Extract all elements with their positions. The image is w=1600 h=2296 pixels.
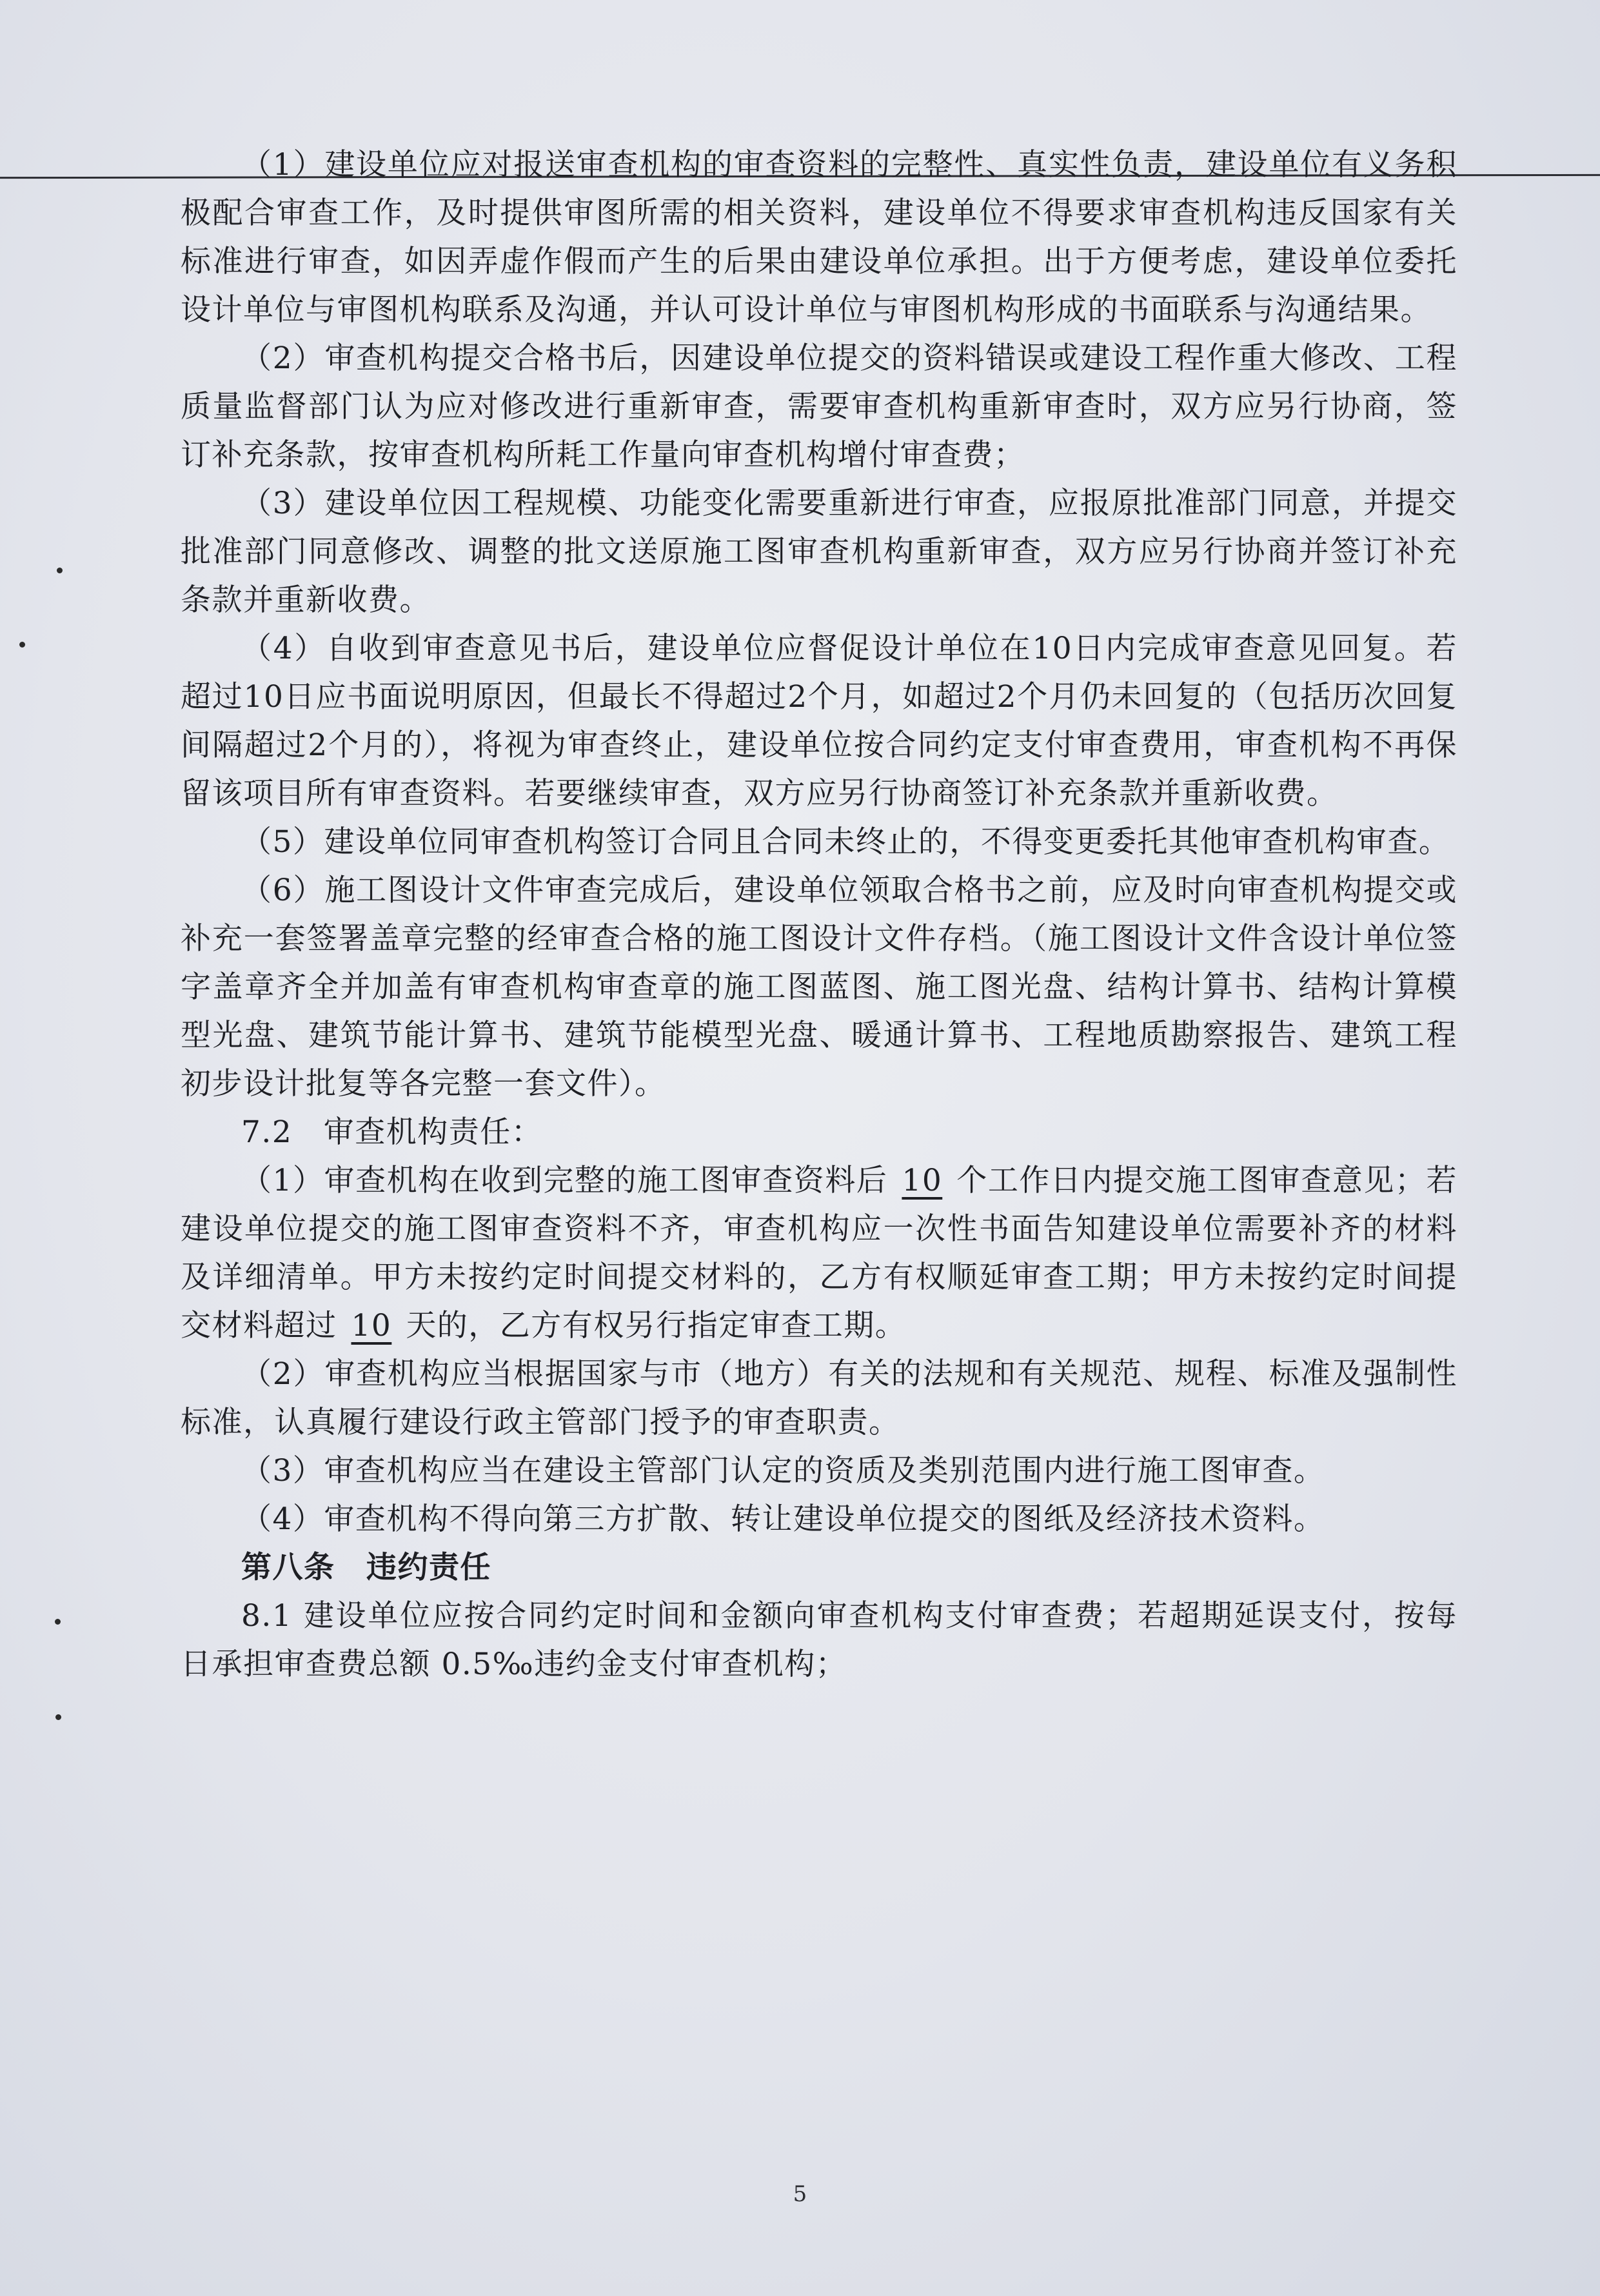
p72-1-part-c: 天的，乙方有权另行指定审查工期。 <box>406 1308 907 1343</box>
binding-hole-mark <box>57 568 63 573</box>
paragraph-7-2-3: （3）审查机构应当在建设主管部门认定的资质及类别范围内进行施工图审查。 <box>241 1453 1325 1489</box>
binding-hole-mark <box>55 1714 61 1720</box>
contract-body <box>181 141 1457 1688</box>
paragraph-7-1-5: （5）建设单位同审查机构签订合同且合同未终止的，不得变更委托其他审查机构审查。 <box>241 824 1450 860</box>
seal-stamp-top <box>1574 845 1600 1129</box>
article-8-heading: 第八条 违约责任 <box>241 1550 491 1585</box>
page-number: 5 <box>793 2181 807 2207</box>
binding-hole-mark <box>19 642 25 648</box>
paragraph-7-1-2: （2）审查机构提交合格书后，因建设单位提交的资料错误或建设工程作重大修改、工程质量监督部门认为应对修改进行重新审查，需要审查机构重新审查时，双方应另行协商，签订补充条款，按审查机构所耗工作量向审查机构增付审查费； <box>181 341 1457 473</box>
paragraph-7-1-1: （1）建设单位应对报送审查机构的审查资料的完整性、真实性负责，建设单位有义务积极配合审查工作，及时提供审图所需的相关资料，建设单位不得要求审查机构违反国家有关标准进行审查，如因弄虚作假而产生的后果由建设单位承担。出于方便考虑，建设单位委托设计单位与审图机构联系及沟通，并认可设计单位与审图机构形成的书面联系与沟通结果。 <box>181 147 1457 328</box>
paragraph-7-1-3: （3）建设单位因工程规模、功能变化需要重新进行审查，应报原批准部门同意，并提交批准部门同意修改、调整的批文送原施工图审查机构重新审查，双方应另行协商并签订补充条款并重新收费。 <box>181 486 1457 618</box>
paragraph-7-2-4: （4）审查机构不得向第三方扩散、转让建设单位提交的图纸及经济技术资料。 <box>241 1501 1325 1537</box>
p72-1-part-b: 个工作日内提交施工图审查意见；若建设单位提交的施工图审查资料不齐，审查机构应一次性书面告知建设单位需要补齐的材料及详细清单。甲方未按约定时间提交材料的，乙方有权顺延审查工期；甲方未按约定时间提交材料超过 <box>181 1163 1458 1343</box>
review-days-value: 10 <box>902 1163 943 1198</box>
paragraph-7-1-6: （6）施工图设计文件审查完成后，建设单位领取合格书之前，应及时向审查机构提交或补充一套签署盖章完整的经审查合格的施工图设计文件存档。（施工图设计文件含设计单位签字盖章齐全并加盖有审查机构审查章的施工图蓝图、施工图光盘、结构计算书、结构计算模型光盘、建筑节能计算书、建筑节能模型光盘、暖通计算书、工程地质勘察报告、建筑工程初步设计批复等各完整一套文件）。 <box>181 873 1457 1102</box>
binding-hole-mark <box>55 1619 61 1625</box>
late-days-value: 10 <box>351 1308 392 1343</box>
p72-1-part-a: （1）审查机构在收到完整的施工图审查资料后 <box>241 1163 888 1198</box>
paragraph-8-1: 8.1 建设单位应按合同约定时间和金额向审查机构支付审查费；若超期延误支付，按每日承担审查费总额 0.5‰违约金支付审查机构； <box>181 1598 1457 1682</box>
seal-stamp-bottom <box>1574 1690 1600 1999</box>
paragraph-7-2-1 <box>181 1156 1457 1350</box>
section-7-2-heading: 7.2 审查机构责任： <box>241 1114 543 1150</box>
paragraph-7-2-2: （2）审查机构应当根据国家与市（地方）有关的法规和有关规范、规程、标准及强制性标准，认真履行建设行政主管部门授予的审查职责。 <box>181 1356 1457 1440</box>
paragraph-7-1-4: （4）自收到审查意见书后，建设单位应督促设计单位在10日内完成审查意见回复。若超过10日应书面说明原因，但最长不得超过2个月，如超过2个月仍未回复的（包括历次回复间隔超过2个月的），将视为审查终止，建设单位按合同约定支付审查费用，审查机构不再保留该项目所有审查资料。若要继续审查，双方应另行协商签订补充条款并重新收费。 <box>181 631 1457 811</box>
